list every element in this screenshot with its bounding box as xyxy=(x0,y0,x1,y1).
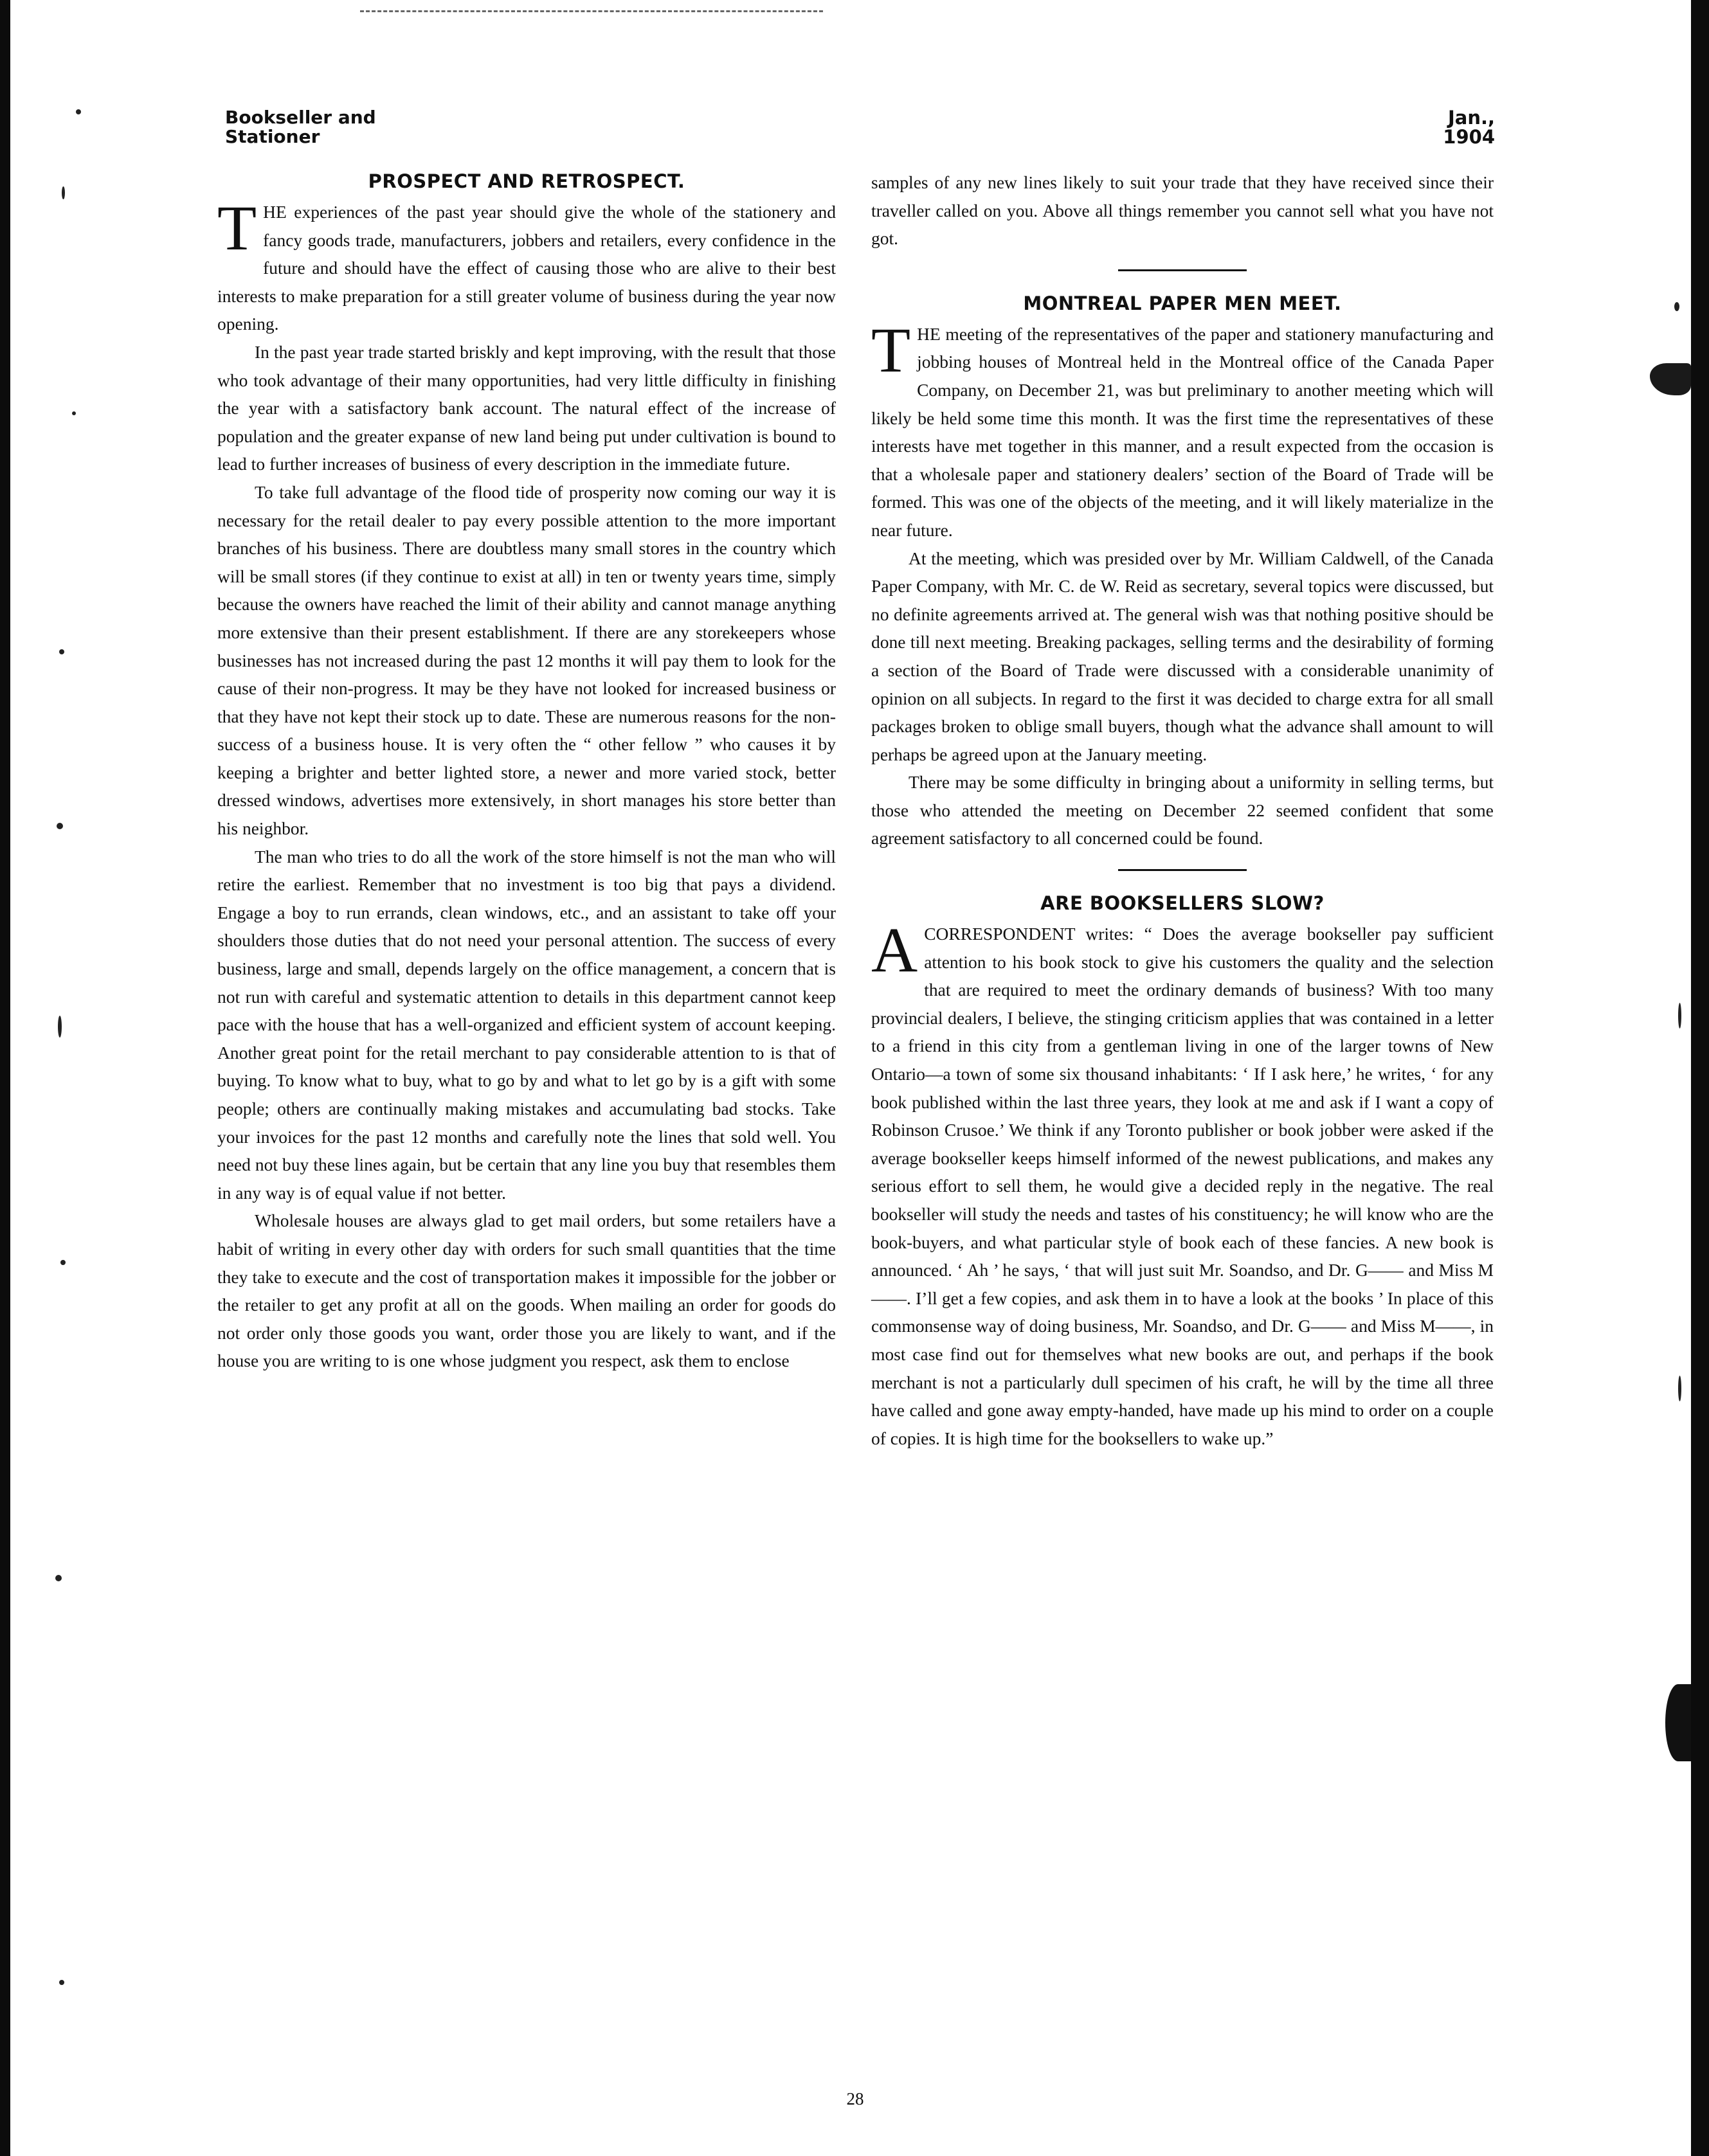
issue-date: Jan., 1904 xyxy=(1443,107,1495,148)
paragraph-text: HE experiences of the past year should give the whole of the stationery and fancy goods trade, manufacturers, jobbers and retailers, every confidence in the future and should have the effect of causing those who are alive to their best interests to make preparation for a still greater volume of business during the year now opening. xyxy=(217,202,836,334)
article-title: ARE BOOKSELLERS SLOW? xyxy=(1040,892,1325,915)
article-paragraph xyxy=(217,192,836,338)
scan-speck xyxy=(59,1980,64,1985)
scan-speck xyxy=(62,186,65,199)
article-prospect-retrospect xyxy=(217,168,836,1375)
scan-speck xyxy=(55,1575,62,1581)
left-column xyxy=(217,168,836,1375)
drop-cap: A xyxy=(871,914,918,986)
page-number: 28 xyxy=(846,2089,864,2108)
scan-speck xyxy=(1678,1376,1681,1401)
scan-speck xyxy=(57,823,63,829)
article-paragraph: In the past year trade started briskly and kept improving, with the result that those who took advantage of their many opportunities, had very little difficulty in finishing the year with a satisfactory bank account. The natural effect of the increase of population and the greater expanse of new land being put under cultivation is bound to lead to further increases of business of every description in the immediate future. xyxy=(217,341,836,474)
article-are-booksellers-slow xyxy=(871,890,1494,1452)
scan-speck xyxy=(1678,1003,1681,1029)
section-divider xyxy=(1118,269,1247,271)
article-paragraph: At the meeting, which was presided over by Mr. William Caldwell, of the Canada Paper Company, with Mr. C. de W. Reid as secretary, several topics were discussed, but no definite agreements arrived at. The general wish was that nothing positive should be done till next meeting. Breaking packages, selling terms and the desirability of forming a section of the Board of Trade were discussed with a considerable unanimity of opinion on all subjects. In regard to the first it was decided to charge extra for all small packages broken to oblige small buyers, though what the advance shall amount to will perhaps be agreed upon at the January meeting. xyxy=(871,548,1494,764)
scan-speck xyxy=(76,109,81,114)
scan-speck xyxy=(60,1260,66,1265)
scan-edge-left xyxy=(0,0,10,2156)
drop-cap: T xyxy=(217,192,257,264)
drop-cap: T xyxy=(871,314,911,386)
scan-edge-right xyxy=(1691,0,1709,2156)
paragraph-text: CORRESPONDENT writes: “ Does the average bookseller pay sufficient attention to his book stock to give his customers the quality and the selection that are required to meet the ordinary demands of business? With too many provincial dealers, I believe, the stinging criticism applies that was contained in a letter to a friend in this city from a gentleman living in one of the larger towns of New Ontario—a town of some six thousand inhabitants: ‘ If I ask here,’ he writes, ‘ for any book published within the last three years, they look at me and ask if I want a copy of Robinson Crusoe.’ We think if any Toronto publisher or book jobber were asked if the average bookseller keeps himself informed of the newest publications, and makes any serious effort to sell them, he would give a decided reply in the negative. The real bookseller will study the needs and tastes of his constituency; he will know who are the book-buyers, and what particular style of book each of these fancies. A new book is announced. ‘ Ah ’ he says, ‘ that will just suit Mr. Soandso, and Dr. G—— and Miss M——. I’ll get a few copies, and ask them in to have a look at the books ’ In place of this commonsense way of doing business, Mr. Soandso, and Dr. G—— and Miss M——, in most case find out for themselves what new books are out, and perhaps if the book merchant is not a particularly dull specimen of his craft, he will by the time all three have called and gone away empty-handed, have made up his mind to order on a couple of copies. It is high time for the booksellers to wake up.” xyxy=(871,924,1494,1448)
section-divider xyxy=(1118,869,1247,871)
article-title: PROSPECT AND RETROSPECT. xyxy=(368,170,685,192)
scan-speck xyxy=(72,411,76,415)
scan-speck xyxy=(58,1016,62,1038)
article-paragraph xyxy=(871,314,1494,544)
ink-blot xyxy=(1650,363,1691,395)
article-paragraph: There may be some difficulty in bringing about a uniformity in selling terms, but those who attended the meeting on December 22 seemed confident that some agreement satisfactory to all concerned could be found. xyxy=(871,772,1494,849)
article-paragraph: Wholesale houses are always glad to get mail orders, but some retailers have a habit of writing in every other day with orders for such small quantities that the time they take to execute and the cost of transportation makes it impossible for the jobber or the retailer to get any profit at all on the goods. When mailing an order for goods do not order only those goods you want, order those you are likely to want, and if the house you are writing to is one whose judgment you respect, ask them to enclose xyxy=(217,1210,836,1371)
scan-speck xyxy=(1674,302,1679,311)
article-title: MONTREAL PAPER MEN MEET. xyxy=(1023,292,1342,314)
article-paragraph xyxy=(871,914,1494,1452)
publication-name-line1: Bookseller and xyxy=(225,107,376,128)
paragraph-text: HE meeting of the representatives of the paper and stationery manufacturing and jobbing houses of Montreal held in the Montreal office of the Canada Paper Company, on December 21, was but preliminary to another meeting which will likely be held some time this month. It was the first time the representatives of these interests have met together in this manner, and a result expected from the occasion is that a wholesale paper and stationery dealers’ section of the Board of Trade will be formed. This was one of the objects of the meeting, and it will likely materialize in the near future. xyxy=(871,323,1494,540)
ink-blot xyxy=(1665,1684,1691,1761)
publication-name xyxy=(225,108,418,147)
scan-speck xyxy=(59,649,64,654)
continued-text: samples of any new lines likely to suit your trade that they have received since their traveller called on you. Above all things remember you cannot sell what you have not got. xyxy=(871,172,1494,249)
right-column xyxy=(871,168,1494,1452)
article-paragraph: The man who tries to do all the work of the store himself is not the man who will retire the earliest. Remember that no investment is too big that pays a dividend. Engage a boy to run errands, clean windows, etc., and an assistant to take off your shoulders those duties that do not need your personal attention. The success of every business, large and small, depends largely on the office management, a concern that is not run with careful and systematic attention to details in this department cannot keep pace with the house that has a well-organized and efficient system of account keeping. Another great point for the retail merchant to pay considerable attention to is that of buying. To know what to buy, what to go by and what to let go by is a gift with some people; others are continually making mistakes and accumulating bad stocks. Take your invoices for the past 12 months and carefully note the lines that sold well. You need not buy these lines again, but be certain that any line you buy that resembles them in any way is of equal value if not better. xyxy=(217,846,836,1203)
top-scan-rule xyxy=(360,10,823,14)
article-paragraph: To take full advantage of the flood tide of prosperity now coming our way it is necessary for the retail dealer to pay every possible attention to the more important branches of his business. There are doubtless many small stores in the country which will be small stores (if they continue to exist at all) in ten or twenty years time, simply because the owners have reached the limit of their ability and cannot manage anything more extensive than their present establishment. If there are any storekeepers whose businesses has not increased during the past 12 months it will pay them to look for the cause of their non-progress. It may be they have not looked for increased business or that they have not kept their stock up to date. These are numerous reasons for the non-success of a business house. It is very often the “ other fellow ” who causes it by keeping a brighter and better lighted store, a newer and more varied stock, better dressed windows, advertises more extensively, in short manages his store better than his neighbor. xyxy=(217,481,836,839)
article-montreal-paper-men xyxy=(871,291,1494,852)
publication-name-line2: Stationer xyxy=(225,126,320,147)
